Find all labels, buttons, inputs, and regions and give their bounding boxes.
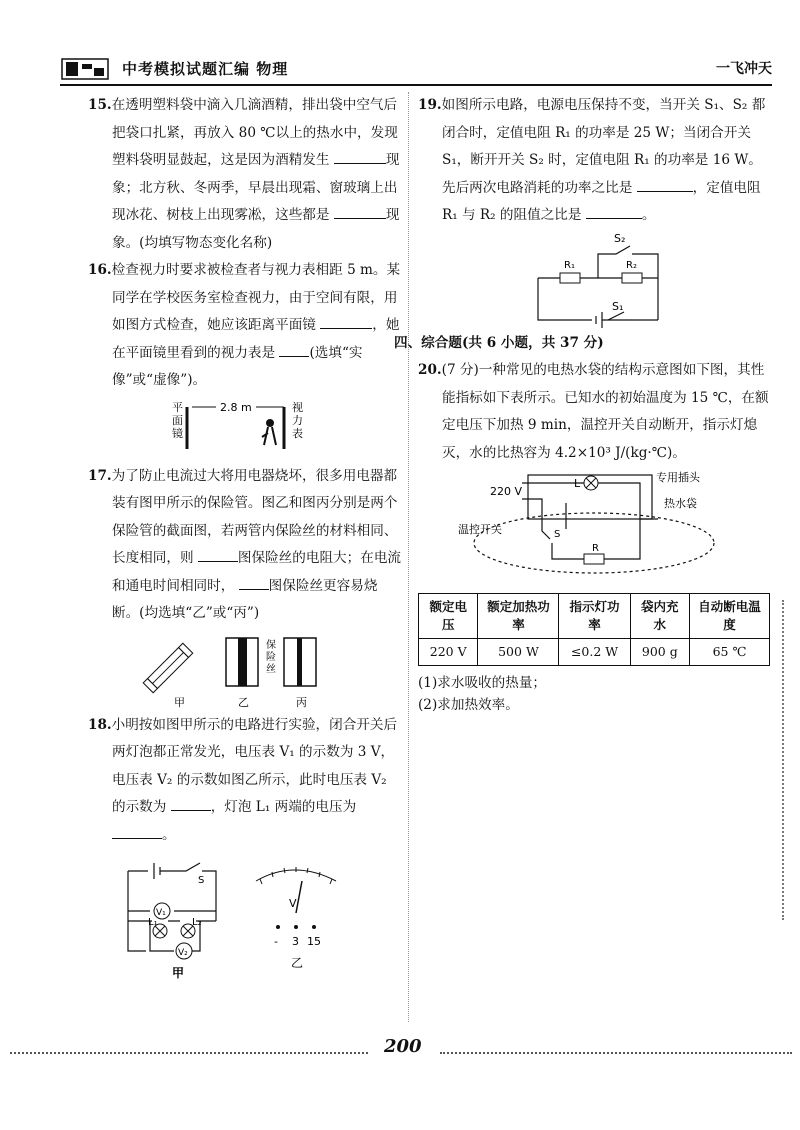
switch-s-label: S bbox=[198, 875, 205, 886]
table-cell: 65 ℃ bbox=[690, 639, 770, 666]
question-text: 。 bbox=[162, 826, 176, 843]
question-17 bbox=[88, 463, 402, 628]
question-text: 图保险丝更容易烧断。(均选填“乙”或“丙”) bbox=[112, 577, 378, 621]
book-logo-icon bbox=[60, 56, 112, 82]
meter-terminal-15: 15 bbox=[307, 935, 321, 948]
answer-blank[interactable] bbox=[171, 796, 211, 811]
figure-label-jia: 甲 bbox=[172, 966, 185, 980]
r1-label: R₁ bbox=[564, 259, 575, 271]
answer-blank[interactable] bbox=[279, 342, 309, 357]
fuse-section-c bbox=[284, 638, 316, 686]
eye-test-figure bbox=[88, 397, 388, 461]
heating-bag-figure bbox=[418, 469, 758, 587]
answer-blank[interactable] bbox=[334, 204, 386, 219]
plug-label: 专用插头 bbox=[656, 471, 700, 484]
person-icon bbox=[266, 419, 274, 427]
question-number: 19. bbox=[418, 97, 442, 113]
question-20 bbox=[418, 357, 770, 467]
table-cell: 220 V bbox=[419, 639, 478, 666]
question-text: ，她在平面镜里看到的视力表是 bbox=[112, 317, 400, 361]
lamp-label: L bbox=[574, 477, 581, 490]
question-18 bbox=[88, 712, 402, 850]
question-text: 图保险丝的电阻大；在电流和通电时间相同时， bbox=[112, 550, 402, 594]
switch-s-label: S bbox=[554, 529, 561, 540]
meter-terminal-neg: - bbox=[274, 935, 278, 948]
table-cell: 500 W bbox=[478, 639, 559, 666]
question-text: 现象；北方秋、冬两季，早晨出现霜、窗玻璃上出现冰花、树枝上出现雾凇，这些都是 bbox=[112, 152, 400, 223]
mirror-label: 平面镜 bbox=[172, 400, 183, 440]
answer-blank[interactable] bbox=[334, 149, 386, 164]
meter-needle bbox=[296, 881, 302, 913]
v2-label: V₂ bbox=[178, 948, 188, 958]
resistor-r-label: R bbox=[592, 543, 599, 554]
table-header-cell: 自动断电温度 bbox=[690, 594, 770, 639]
thermostat-label: 温控开关 bbox=[458, 523, 502, 536]
fuse-tube-icon bbox=[143, 643, 192, 692]
question-number: 16. bbox=[88, 262, 112, 278]
r2-label: R₂ bbox=[626, 259, 637, 271]
question-text: 为了防止电流过大将用电器烧坏，很多用电器都装有图甲所示的保险管。图乙和图丙分别是两个保险管的截面图，若两管内保险丝的材料相同、长度相同，则 bbox=[111, 467, 398, 566]
right-column bbox=[394, 92, 770, 716]
sub-question-1: (1)求水吸收的热量； bbox=[418, 675, 547, 691]
page-header bbox=[60, 56, 772, 86]
footer-ornament-left bbox=[10, 1052, 368, 1054]
resistor-circuit-figure bbox=[498, 232, 800, 328]
question-text: 在透明塑料袋中滴入几滴酒精，排出袋中空气后把袋口扎紧，再放入 80 ℃以上的热水中，发现塑料袋明显鼓起，这是因为酒精发生 bbox=[111, 97, 398, 168]
answer-blank[interactable] bbox=[239, 575, 269, 590]
resistor-r1-icon bbox=[560, 273, 580, 283]
question-15 bbox=[88, 92, 402, 257]
fuse-figure bbox=[88, 630, 388, 710]
question-16 bbox=[88, 257, 402, 395]
question-number: 17. bbox=[88, 467, 112, 484]
resistor-r2-icon bbox=[622, 273, 642, 283]
parallel-circuit bbox=[538, 246, 658, 328]
table-cell: ≤0.2 W bbox=[559, 639, 630, 666]
bag-label: 热水袋 bbox=[664, 497, 697, 510]
header-brand: 一飞冲天 bbox=[716, 61, 772, 77]
table-row bbox=[419, 639, 770, 666]
question-text: (7 分)一种常见的电热水袋的结构示意图如下图，其性能指标如下表所示。已知水的初始温度为 15 ℃，在额定电压下加热 9 min，温控开关自动断开，指示灯熄灭，水的比热容为 4.2×10³ J/(kg·℃)。 bbox=[441, 362, 769, 461]
table-header-cell: 额定电压 bbox=[419, 594, 478, 639]
answer-blank[interactable] bbox=[112, 824, 162, 839]
question-number: 20. bbox=[418, 362, 442, 378]
table-cell: 900 g bbox=[630, 639, 689, 666]
figure-label-yi: 乙 bbox=[291, 956, 304, 970]
l1-label: L₁ bbox=[148, 917, 158, 928]
question-text: 现象。(均填写物态变化名称) bbox=[112, 207, 400, 251]
heating-resistor-icon bbox=[584, 554, 604, 564]
answer-blank[interactable] bbox=[320, 314, 372, 329]
table-header-cell: 额定加热功率 bbox=[478, 594, 559, 639]
question-text: ，灯泡 L₁ 两端的电压为 bbox=[210, 799, 357, 815]
page-number: 200 bbox=[384, 1036, 422, 1057]
question-number: 18. bbox=[88, 716, 112, 733]
section-heading: 四、综合题(共 6 小题，共 37 分) bbox=[394, 334, 604, 351]
question-text: 如图所示电路，电源电压保持不变，当开关 S₁、S₂ 都闭合时，定值电阻 R₁ 的功率是 25 W；当闭合开关 S₁，断开开关 S₂ 时，定值电阻 R₁ 的功率是 16 W。先后两次电路消耗的功率之比是 bbox=[441, 97, 766, 196]
left-column bbox=[88, 92, 402, 983]
table-header-cell: 袋内充水 bbox=[630, 594, 689, 639]
answer-blank[interactable] bbox=[637, 177, 693, 192]
meter-v-label: V bbox=[289, 897, 297, 910]
answer-blank[interactable] bbox=[586, 204, 642, 219]
column-divider bbox=[408, 92, 409, 1022]
fuse-label: 保险丝 bbox=[266, 639, 276, 675]
switch-s2-label: S₂ bbox=[614, 231, 626, 245]
margin-dots bbox=[782, 600, 788, 920]
voltage-label: 220 V bbox=[490, 485, 523, 498]
table-header-row bbox=[419, 594, 770, 639]
question-text: (选填“实像”或“虚像”)。 bbox=[112, 344, 363, 388]
figure-label-bing: 丙 bbox=[296, 695, 307, 709]
spec-table bbox=[418, 593, 770, 666]
figure-label-jia: 甲 bbox=[174, 695, 185, 709]
footer-ornament-right bbox=[440, 1052, 792, 1054]
question-text: ，定值电阻 R₁ 与 R₂ 的阻值之比是 bbox=[442, 179, 761, 223]
question-text: 检查视力时要求被检查者与视力表相距 5 m。某同学在学校医务室检查视力，由于空间有限，用如图方式检查，她应该距离平面镜 bbox=[111, 262, 401, 333]
figure-label-yi: 乙 bbox=[238, 695, 249, 709]
question-text: 。 bbox=[641, 207, 656, 223]
fuse-section-b bbox=[226, 638, 258, 686]
switch-s1-label: S₁ bbox=[612, 299, 624, 313]
sub-question-2: (2)求加热效率。 bbox=[418, 697, 519, 713]
answer-blank[interactable] bbox=[198, 547, 238, 562]
voltmeter-circuit-figure bbox=[88, 851, 388, 981]
question-number: 15. bbox=[88, 97, 112, 113]
eye-chart-label: 视力表 bbox=[292, 400, 303, 440]
header-title: 中考模拟试题汇编 物理 bbox=[122, 60, 289, 78]
l2-label: L₂ bbox=[192, 917, 202, 928]
table-header-cell: 指示灯功率 bbox=[559, 594, 630, 639]
v1-label: V₁ bbox=[156, 908, 166, 918]
meter-terminal-3: 3 bbox=[292, 935, 299, 948]
question-19 bbox=[418, 92, 770, 230]
question-text: 小明按如图甲所示的电路进行实验，闭合开关后两灯泡都正常发光，电压表 V₁ 的示数为 3 V，电压表 V₂ 的示数如图乙所示，此时电压表 V₂ 的示数为 bbox=[111, 716, 398, 815]
distance-label: 2.8 m bbox=[220, 400, 252, 414]
